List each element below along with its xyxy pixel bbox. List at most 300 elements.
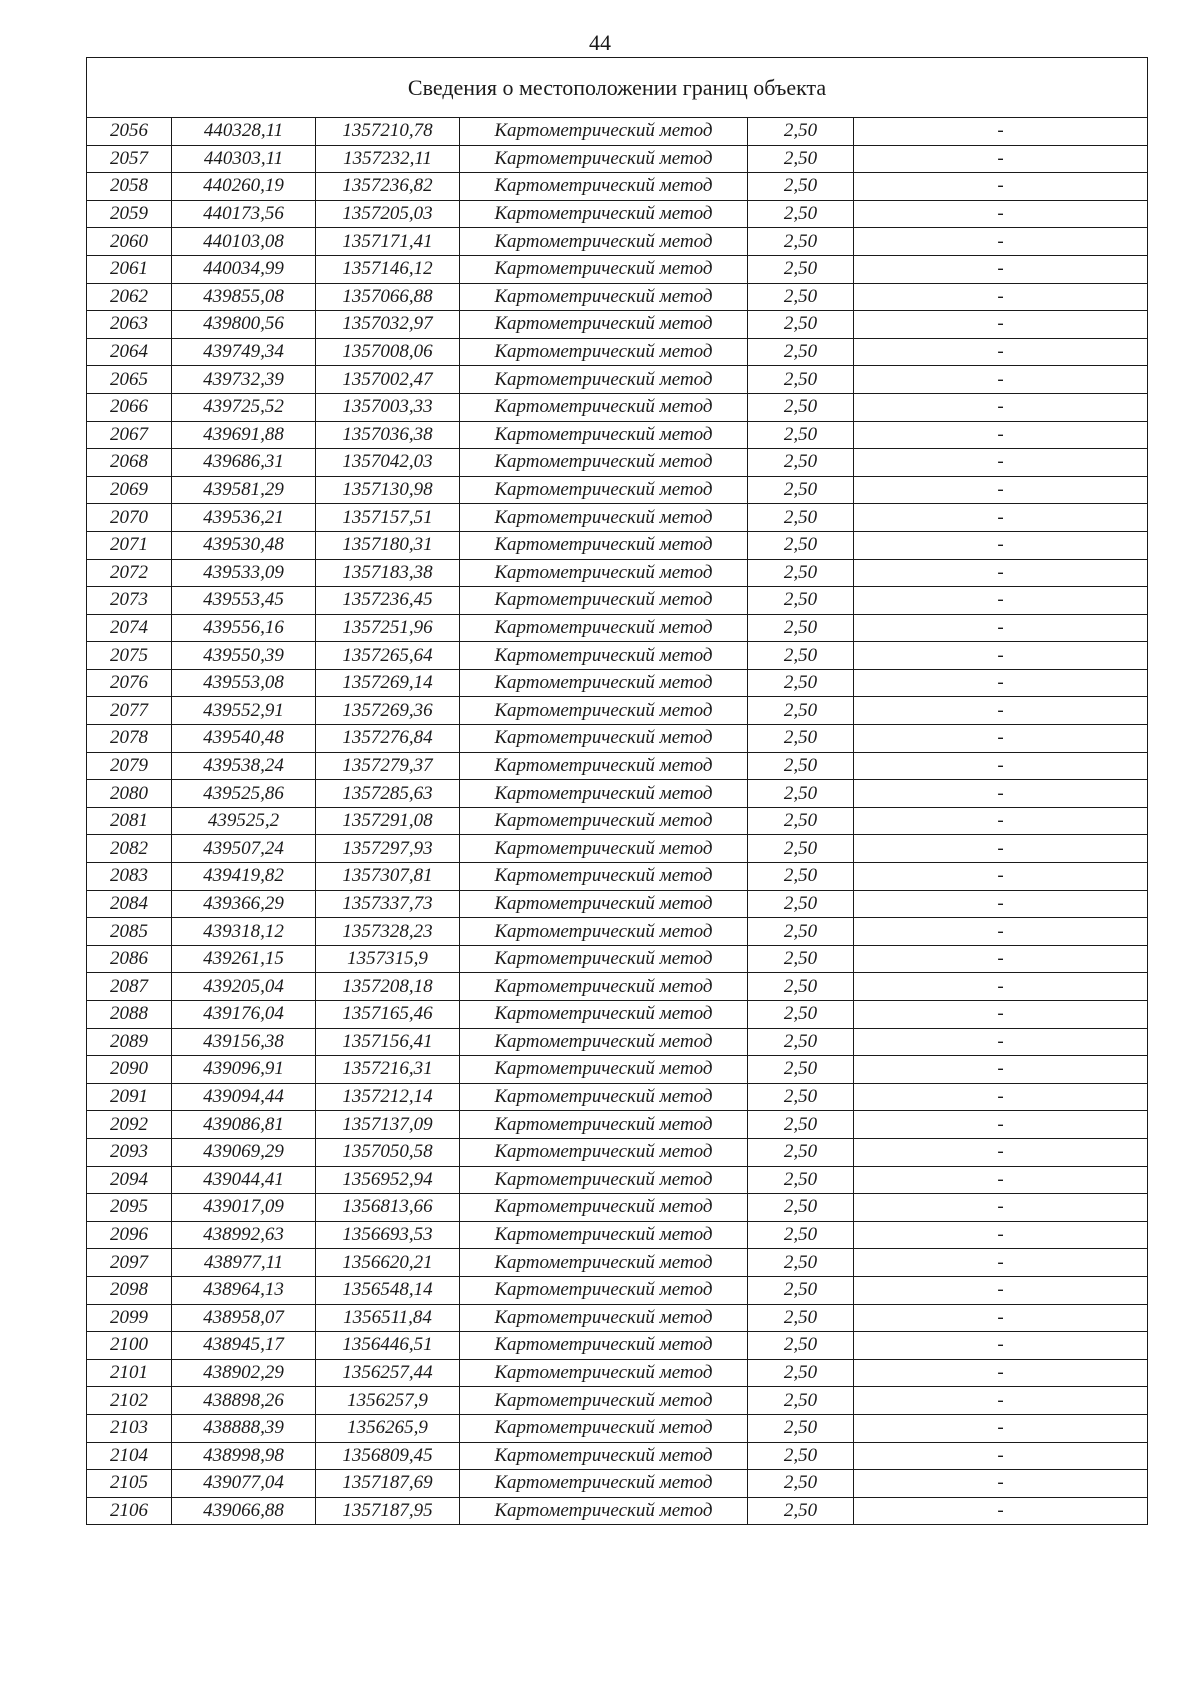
x-coordinate-cell: 438977,11 bbox=[172, 1249, 316, 1277]
x-coordinate-cell: 440034,99 bbox=[172, 255, 316, 283]
y-coordinate-cell: 1357157,51 bbox=[316, 504, 460, 532]
description-cell: - bbox=[854, 311, 1148, 339]
description-cell: - bbox=[854, 338, 1148, 366]
y-coordinate-cell: 1357036,38 bbox=[316, 421, 460, 449]
method-cell: Картометрический метод bbox=[460, 1332, 748, 1360]
method-cell: Картометрический метод bbox=[460, 1194, 748, 1222]
method-cell: Картометрический метод bbox=[460, 145, 748, 173]
table-row bbox=[87, 145, 1148, 173]
x-coordinate-cell: 439556,16 bbox=[172, 614, 316, 642]
point-number-cell: 2083 bbox=[87, 863, 172, 891]
description-cell: - bbox=[854, 449, 1148, 477]
x-coordinate-cell: 439538,24 bbox=[172, 752, 316, 780]
accuracy-cell: 2,50 bbox=[748, 1442, 854, 1470]
point-number-cell: 2101 bbox=[87, 1359, 172, 1387]
point-number-cell: 2104 bbox=[87, 1442, 172, 1470]
description-cell: - bbox=[854, 1497, 1148, 1525]
y-coordinate-cell: 1357205,03 bbox=[316, 200, 460, 228]
method-cell: Картометрический метод bbox=[460, 200, 748, 228]
y-coordinate-cell: 1357216,31 bbox=[316, 1056, 460, 1084]
table-row bbox=[87, 1276, 1148, 1304]
description-cell: - bbox=[854, 1166, 1148, 1194]
table-row bbox=[87, 283, 1148, 311]
table-row bbox=[87, 118, 1148, 146]
method-cell: Картометрический метод bbox=[460, 725, 748, 753]
table-row bbox=[87, 338, 1148, 366]
description-cell: - bbox=[854, 780, 1148, 808]
accuracy-cell: 2,50 bbox=[748, 1387, 854, 1415]
table-title: Сведения о местоположении границ объекта bbox=[87, 58, 1148, 118]
accuracy-cell: 2,50 bbox=[748, 283, 854, 311]
y-coordinate-cell: 1357269,14 bbox=[316, 669, 460, 697]
x-coordinate-cell: 439069,29 bbox=[172, 1138, 316, 1166]
method-cell: Картометрический метод bbox=[460, 697, 748, 725]
accuracy-cell: 2,50 bbox=[748, 1056, 854, 1084]
boundary-coordinates-table bbox=[86, 57, 1148, 1525]
x-coordinate-cell: 439855,08 bbox=[172, 283, 316, 311]
method-cell: Картометрический метод bbox=[460, 1497, 748, 1525]
description-cell: - bbox=[854, 669, 1148, 697]
accuracy-cell: 2,50 bbox=[748, 421, 854, 449]
description-cell: - bbox=[854, 1276, 1148, 1304]
point-number-cell: 2086 bbox=[87, 945, 172, 973]
y-coordinate-cell: 1356548,14 bbox=[316, 1276, 460, 1304]
accuracy-cell: 2,50 bbox=[748, 1194, 854, 1222]
table-row bbox=[87, 1028, 1148, 1056]
x-coordinate-cell: 439552,91 bbox=[172, 697, 316, 725]
y-coordinate-cell: 1357315,9 bbox=[316, 945, 460, 973]
table-row bbox=[87, 587, 1148, 615]
description-cell: - bbox=[854, 890, 1148, 918]
method-cell: Картометрический метод bbox=[460, 1028, 748, 1056]
point-number-cell: 2059 bbox=[87, 200, 172, 228]
description-cell: - bbox=[854, 1083, 1148, 1111]
method-cell: Картометрический метод bbox=[460, 890, 748, 918]
accuracy-cell: 2,50 bbox=[748, 145, 854, 173]
accuracy-cell: 2,50 bbox=[748, 476, 854, 504]
y-coordinate-cell: 1357265,64 bbox=[316, 642, 460, 670]
y-coordinate-cell: 1357232,11 bbox=[316, 145, 460, 173]
y-coordinate-cell: 1357291,08 bbox=[316, 807, 460, 835]
x-coordinate-cell: 439525,86 bbox=[172, 780, 316, 808]
table-row bbox=[87, 752, 1148, 780]
point-number-cell: 2089 bbox=[87, 1028, 172, 1056]
x-coordinate-cell: 438964,13 bbox=[172, 1276, 316, 1304]
y-coordinate-cell: 1356813,66 bbox=[316, 1194, 460, 1222]
point-number-cell: 2073 bbox=[87, 587, 172, 615]
point-number-cell: 2099 bbox=[87, 1304, 172, 1332]
y-coordinate-cell: 1357003,33 bbox=[316, 393, 460, 421]
description-cell: - bbox=[854, 1470, 1148, 1498]
accuracy-cell: 2,50 bbox=[748, 725, 854, 753]
point-number-cell: 2062 bbox=[87, 283, 172, 311]
y-coordinate-cell: 1357156,41 bbox=[316, 1028, 460, 1056]
x-coordinate-cell: 438902,29 bbox=[172, 1359, 316, 1387]
point-number-cell: 2068 bbox=[87, 449, 172, 477]
table-row bbox=[87, 559, 1148, 587]
method-cell: Картометрический метод bbox=[460, 807, 748, 835]
accuracy-cell: 2,50 bbox=[748, 697, 854, 725]
point-number-cell: 2105 bbox=[87, 1470, 172, 1498]
point-number-cell: 2082 bbox=[87, 835, 172, 863]
accuracy-cell: 2,50 bbox=[748, 504, 854, 532]
x-coordinate-cell: 439261,15 bbox=[172, 945, 316, 973]
method-cell: Картометрический метод bbox=[460, 449, 748, 477]
method-cell: Картометрический метод bbox=[460, 338, 748, 366]
point-number-cell: 2067 bbox=[87, 421, 172, 449]
accuracy-cell: 2,50 bbox=[748, 1028, 854, 1056]
method-cell: Картометрический метод bbox=[460, 780, 748, 808]
y-coordinate-cell: 1357187,69 bbox=[316, 1470, 460, 1498]
method-cell: Картометрический метод bbox=[460, 587, 748, 615]
description-cell: - bbox=[854, 1111, 1148, 1139]
x-coordinate-cell: 439553,45 bbox=[172, 587, 316, 615]
table-row bbox=[87, 1359, 1148, 1387]
x-coordinate-cell: 438888,39 bbox=[172, 1414, 316, 1442]
description-cell: - bbox=[854, 559, 1148, 587]
x-coordinate-cell: 439096,91 bbox=[172, 1056, 316, 1084]
accuracy-cell: 2,50 bbox=[748, 393, 854, 421]
accuracy-cell: 2,50 bbox=[748, 366, 854, 394]
x-coordinate-cell: 439507,24 bbox=[172, 835, 316, 863]
method-cell: Картометрический метод bbox=[460, 311, 748, 339]
description-cell: - bbox=[854, 173, 1148, 201]
table-row bbox=[87, 531, 1148, 559]
description-cell: - bbox=[854, 1387, 1148, 1415]
y-coordinate-cell: 1356511,84 bbox=[316, 1304, 460, 1332]
point-number-cell: 2079 bbox=[87, 752, 172, 780]
accuracy-cell: 2,50 bbox=[748, 1414, 854, 1442]
point-number-cell: 2057 bbox=[87, 145, 172, 173]
method-cell: Картометрический метод bbox=[460, 1249, 748, 1277]
table-row bbox=[87, 918, 1148, 946]
description-cell: - bbox=[854, 835, 1148, 863]
point-number-cell: 2098 bbox=[87, 1276, 172, 1304]
point-number-cell: 2060 bbox=[87, 228, 172, 256]
point-number-cell: 2091 bbox=[87, 1083, 172, 1111]
description-cell: - bbox=[854, 1056, 1148, 1084]
method-cell: Картометрический метод bbox=[460, 752, 748, 780]
description-cell: - bbox=[854, 1028, 1148, 1056]
table-row bbox=[87, 1442, 1148, 1470]
description-cell: - bbox=[854, 614, 1148, 642]
table-row bbox=[87, 1332, 1148, 1360]
description-cell: - bbox=[854, 1138, 1148, 1166]
point-number-cell: 2063 bbox=[87, 311, 172, 339]
y-coordinate-cell: 1357050,58 bbox=[316, 1138, 460, 1166]
point-number-cell: 2080 bbox=[87, 780, 172, 808]
y-coordinate-cell: 1356446,51 bbox=[316, 1332, 460, 1360]
y-coordinate-cell: 1357297,93 bbox=[316, 835, 460, 863]
method-cell: Картометрический метод bbox=[460, 255, 748, 283]
point-number-cell: 2102 bbox=[87, 1387, 172, 1415]
method-cell: Картометрический метод bbox=[460, 1166, 748, 1194]
point-number-cell: 2087 bbox=[87, 973, 172, 1001]
table-row bbox=[87, 642, 1148, 670]
method-cell: Картометрический метод bbox=[460, 642, 748, 670]
table-row bbox=[87, 1497, 1148, 1525]
y-coordinate-cell: 1357165,46 bbox=[316, 1001, 460, 1029]
method-cell: Картометрический метод bbox=[460, 1001, 748, 1029]
accuracy-cell: 2,50 bbox=[748, 1221, 854, 1249]
description-cell: - bbox=[854, 1304, 1148, 1332]
table-row bbox=[87, 449, 1148, 477]
y-coordinate-cell: 1357171,41 bbox=[316, 228, 460, 256]
y-coordinate-cell: 1357236,82 bbox=[316, 173, 460, 201]
method-cell: Картометрический метод bbox=[460, 1304, 748, 1332]
table-row bbox=[87, 780, 1148, 808]
method-cell: Картометрический метод bbox=[460, 1359, 748, 1387]
method-cell: Картометрический метод bbox=[460, 918, 748, 946]
method-cell: Картометрический метод bbox=[460, 476, 748, 504]
point-number-cell: 2092 bbox=[87, 1111, 172, 1139]
x-coordinate-cell: 439044,41 bbox=[172, 1166, 316, 1194]
point-number-cell: 2095 bbox=[87, 1194, 172, 1222]
accuracy-cell: 2,50 bbox=[748, 311, 854, 339]
accuracy-cell: 2,50 bbox=[748, 118, 854, 146]
y-coordinate-cell: 1357180,31 bbox=[316, 531, 460, 559]
table-row bbox=[87, 1249, 1148, 1277]
table-row bbox=[87, 725, 1148, 753]
accuracy-cell: 2,50 bbox=[748, 807, 854, 835]
description-cell: - bbox=[854, 476, 1148, 504]
table-row bbox=[87, 421, 1148, 449]
x-coordinate-cell: 438898,26 bbox=[172, 1387, 316, 1415]
table-row bbox=[87, 697, 1148, 725]
table-row bbox=[87, 1304, 1148, 1332]
y-coordinate-cell: 1357183,38 bbox=[316, 559, 460, 587]
x-coordinate-cell: 439691,88 bbox=[172, 421, 316, 449]
accuracy-cell: 2,50 bbox=[748, 752, 854, 780]
table-row bbox=[87, 476, 1148, 504]
x-coordinate-cell: 439725,52 bbox=[172, 393, 316, 421]
x-coordinate-cell: 438992,63 bbox=[172, 1221, 316, 1249]
method-cell: Картометрический метод bbox=[460, 366, 748, 394]
table-row bbox=[87, 1056, 1148, 1084]
x-coordinate-cell: 439419,82 bbox=[172, 863, 316, 891]
accuracy-cell: 2,50 bbox=[748, 228, 854, 256]
description-cell: - bbox=[854, 918, 1148, 946]
description-cell: - bbox=[854, 807, 1148, 835]
y-coordinate-cell: 1356265,9 bbox=[316, 1414, 460, 1442]
x-coordinate-cell: 440303,11 bbox=[172, 145, 316, 173]
x-coordinate-cell: 439800,56 bbox=[172, 311, 316, 339]
description-cell: - bbox=[854, 1249, 1148, 1277]
method-cell: Картометрический метод bbox=[460, 283, 748, 311]
accuracy-cell: 2,50 bbox=[748, 1332, 854, 1360]
y-coordinate-cell: 1356257,44 bbox=[316, 1359, 460, 1387]
table-row bbox=[87, 1138, 1148, 1166]
table-row bbox=[87, 835, 1148, 863]
x-coordinate-cell: 439017,09 bbox=[172, 1194, 316, 1222]
point-number-cell: 2096 bbox=[87, 1221, 172, 1249]
y-coordinate-cell: 1356620,21 bbox=[316, 1249, 460, 1277]
method-cell: Картометрический метод bbox=[460, 504, 748, 532]
y-coordinate-cell: 1356257,9 bbox=[316, 1387, 460, 1415]
point-number-cell: 2094 bbox=[87, 1166, 172, 1194]
y-coordinate-cell: 1357307,81 bbox=[316, 863, 460, 891]
method-cell: Картометрический метод bbox=[460, 1111, 748, 1139]
x-coordinate-cell: 440103,08 bbox=[172, 228, 316, 256]
y-coordinate-cell: 1357137,09 bbox=[316, 1111, 460, 1139]
point-number-cell: 2088 bbox=[87, 1001, 172, 1029]
description-cell: - bbox=[854, 421, 1148, 449]
table-row bbox=[87, 1414, 1148, 1442]
method-cell: Картометрический метод bbox=[460, 835, 748, 863]
point-number-cell: 2084 bbox=[87, 890, 172, 918]
accuracy-cell: 2,50 bbox=[748, 587, 854, 615]
accuracy-cell: 2,50 bbox=[748, 614, 854, 642]
point-number-cell: 2065 bbox=[87, 366, 172, 394]
point-number-cell: 2106 bbox=[87, 1497, 172, 1525]
method-cell: Картометрический метод bbox=[460, 1056, 748, 1084]
method-cell: Картометрический метод bbox=[460, 118, 748, 146]
accuracy-cell: 2,50 bbox=[748, 1276, 854, 1304]
table-row bbox=[87, 366, 1148, 394]
method-cell: Картометрический метод bbox=[460, 1442, 748, 1470]
accuracy-cell: 2,50 bbox=[748, 890, 854, 918]
table-row bbox=[87, 669, 1148, 697]
method-cell: Картометрический метод bbox=[460, 1414, 748, 1442]
table-row bbox=[87, 807, 1148, 835]
x-coordinate-cell: 438958,07 bbox=[172, 1304, 316, 1332]
method-cell: Картометрический метод bbox=[460, 973, 748, 1001]
table-row bbox=[87, 1470, 1148, 1498]
y-coordinate-cell: 1356693,53 bbox=[316, 1221, 460, 1249]
method-cell: Картометрический метод bbox=[460, 1276, 748, 1304]
accuracy-cell: 2,50 bbox=[748, 835, 854, 863]
point-number-cell: 2070 bbox=[87, 504, 172, 532]
accuracy-cell: 2,50 bbox=[748, 1470, 854, 1498]
point-number-cell: 2075 bbox=[87, 642, 172, 670]
accuracy-cell: 2,50 bbox=[748, 973, 854, 1001]
description-cell: - bbox=[854, 642, 1148, 670]
accuracy-cell: 2,50 bbox=[748, 559, 854, 587]
accuracy-cell: 2,50 bbox=[748, 1138, 854, 1166]
x-coordinate-cell: 438998,98 bbox=[172, 1442, 316, 1470]
description-cell: - bbox=[854, 587, 1148, 615]
x-coordinate-cell: 439066,88 bbox=[172, 1497, 316, 1525]
accuracy-cell: 2,50 bbox=[748, 780, 854, 808]
point-number-cell: 2100 bbox=[87, 1332, 172, 1360]
y-coordinate-cell: 1357251,96 bbox=[316, 614, 460, 642]
accuracy-cell: 2,50 bbox=[748, 255, 854, 283]
point-number-cell: 2061 bbox=[87, 255, 172, 283]
y-coordinate-cell: 1357208,18 bbox=[316, 973, 460, 1001]
table-row bbox=[87, 863, 1148, 891]
accuracy-cell: 2,50 bbox=[748, 1001, 854, 1029]
table-row bbox=[87, 228, 1148, 256]
y-coordinate-cell: 1357146,12 bbox=[316, 255, 460, 283]
point-number-cell: 2072 bbox=[87, 559, 172, 587]
description-cell: - bbox=[854, 1194, 1148, 1222]
x-coordinate-cell: 439540,48 bbox=[172, 725, 316, 753]
description-cell: - bbox=[854, 973, 1148, 1001]
x-coordinate-cell: 439533,09 bbox=[172, 559, 316, 587]
point-number-cell: 2097 bbox=[87, 1249, 172, 1277]
description-cell: - bbox=[854, 200, 1148, 228]
y-coordinate-cell: 1357187,95 bbox=[316, 1497, 460, 1525]
description-cell: - bbox=[854, 531, 1148, 559]
description-cell: - bbox=[854, 725, 1148, 753]
method-cell: Картометрический метод bbox=[460, 669, 748, 697]
method-cell: Картометрический метод bbox=[460, 531, 748, 559]
method-cell: Картометрический метод bbox=[460, 228, 748, 256]
table-row bbox=[87, 945, 1148, 973]
table-row bbox=[87, 393, 1148, 421]
method-cell: Картометрический метод bbox=[460, 1083, 748, 1111]
table-row bbox=[87, 200, 1148, 228]
point-number-cell: 2103 bbox=[87, 1414, 172, 1442]
y-coordinate-cell: 1357042,03 bbox=[316, 449, 460, 477]
method-cell: Картометрический метод bbox=[460, 1138, 748, 1166]
point-number-cell: 2085 bbox=[87, 918, 172, 946]
table-row bbox=[87, 1221, 1148, 1249]
point-number-cell: 2081 bbox=[87, 807, 172, 835]
x-coordinate-cell: 439525,2 bbox=[172, 807, 316, 835]
accuracy-cell: 2,50 bbox=[748, 1497, 854, 1525]
accuracy-cell: 2,50 bbox=[748, 1166, 854, 1194]
y-coordinate-cell: 1357285,63 bbox=[316, 780, 460, 808]
description-cell: - bbox=[854, 1221, 1148, 1249]
y-coordinate-cell: 1357066,88 bbox=[316, 283, 460, 311]
description-cell: - bbox=[854, 863, 1148, 891]
point-number-cell: 2066 bbox=[87, 393, 172, 421]
accuracy-cell: 2,50 bbox=[748, 173, 854, 201]
description-cell: - bbox=[854, 366, 1148, 394]
point-number-cell: 2058 bbox=[87, 173, 172, 201]
accuracy-cell: 2,50 bbox=[748, 918, 854, 946]
description-cell: - bbox=[854, 1001, 1148, 1029]
x-coordinate-cell: 439581,29 bbox=[172, 476, 316, 504]
accuracy-cell: 2,50 bbox=[748, 449, 854, 477]
point-number-cell: 2090 bbox=[87, 1056, 172, 1084]
method-cell: Картометрический метод bbox=[460, 393, 748, 421]
method-cell: Картометрический метод bbox=[460, 1387, 748, 1415]
x-coordinate-cell: 440328,11 bbox=[172, 118, 316, 146]
y-coordinate-cell: 1357279,37 bbox=[316, 752, 460, 780]
accuracy-cell: 2,50 bbox=[748, 1359, 854, 1387]
description-cell: - bbox=[854, 504, 1148, 532]
y-coordinate-cell: 1357337,73 bbox=[316, 890, 460, 918]
y-coordinate-cell: 1356952,94 bbox=[316, 1166, 460, 1194]
accuracy-cell: 2,50 bbox=[748, 1304, 854, 1332]
point-number-cell: 2077 bbox=[87, 697, 172, 725]
accuracy-cell: 2,50 bbox=[748, 945, 854, 973]
table-row bbox=[87, 1194, 1148, 1222]
x-coordinate-cell: 439176,04 bbox=[172, 1001, 316, 1029]
point-number-cell: 2056 bbox=[87, 118, 172, 146]
table-row bbox=[87, 173, 1148, 201]
method-cell: Картометрический метод bbox=[460, 559, 748, 587]
accuracy-cell: 2,50 bbox=[748, 642, 854, 670]
description-cell: - bbox=[854, 1332, 1148, 1360]
page-number: 44 bbox=[589, 30, 611, 55]
x-coordinate-cell: 439553,08 bbox=[172, 669, 316, 697]
x-coordinate-cell: 439749,34 bbox=[172, 338, 316, 366]
method-cell: Картометрический метод bbox=[460, 421, 748, 449]
x-coordinate-cell: 440173,56 bbox=[172, 200, 316, 228]
table-body bbox=[87, 118, 1148, 1525]
table-row bbox=[87, 1166, 1148, 1194]
y-coordinate-cell: 1357236,45 bbox=[316, 587, 460, 615]
table-row bbox=[87, 973, 1148, 1001]
y-coordinate-cell: 1357269,36 bbox=[316, 697, 460, 725]
y-coordinate-cell: 1357212,14 bbox=[316, 1083, 460, 1111]
x-coordinate-cell: 440260,19 bbox=[172, 173, 316, 201]
point-number-cell: 2071 bbox=[87, 531, 172, 559]
table-row bbox=[87, 890, 1148, 918]
